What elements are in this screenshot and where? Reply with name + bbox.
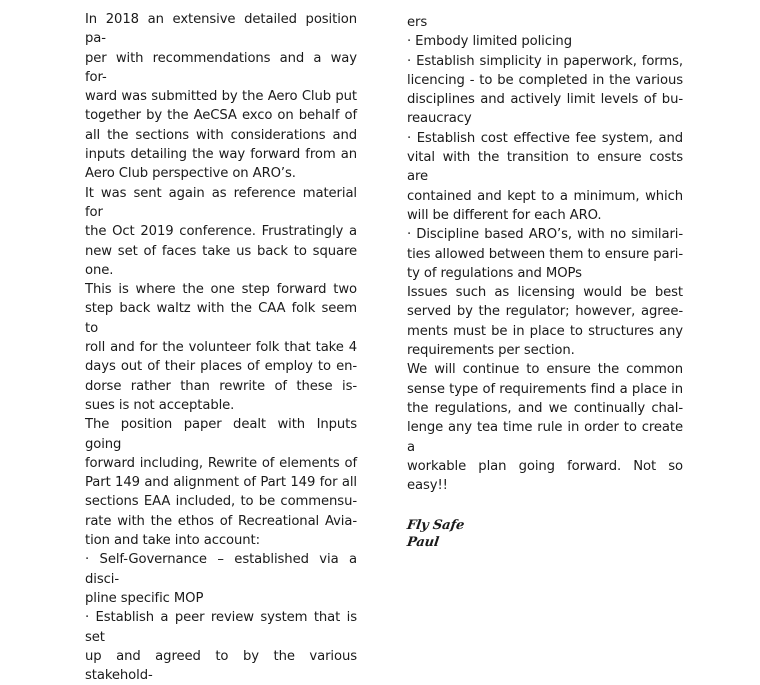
text-line: the regulations, and we continually chal- bbox=[407, 400, 683, 416]
left-column bbox=[85, 10, 357, 685]
text-line: ments must be in place to structures any bbox=[407, 323, 683, 339]
text-line: contained and kept to a minimum, which bbox=[407, 188, 683, 204]
right-column bbox=[407, 13, 683, 551]
signature-block bbox=[407, 517, 683, 551]
text-line: · Self-Governance – established via a disci- bbox=[85, 552, 357, 587]
text-line: step back waltz with the CAA folk seem to bbox=[85, 301, 357, 336]
text-line: lenge any tea time rule in order to create a bbox=[407, 420, 683, 455]
text-line: will be different for each ARO. bbox=[407, 207, 602, 223]
text-line: served by the regulator; however, agree- bbox=[407, 304, 683, 320]
text-line: sections EAA included, to be commensu- bbox=[85, 494, 357, 510]
text-line: inputs detailing the way forward from an bbox=[85, 147, 357, 163]
text-line: ties allowed between them to ensure pari- bbox=[407, 246, 683, 262]
text-line: · Establish a peer review system that is set bbox=[85, 610, 357, 645]
text-line: workable plan going forward. Not so bbox=[407, 458, 683, 474]
text-line: sense type of requirements find a place in bbox=[407, 381, 683, 397]
text-line: tion and take into account: bbox=[85, 533, 260, 549]
text-line: This is where the one step forward two bbox=[85, 282, 357, 298]
text-line: requirements per section. bbox=[407, 343, 575, 359]
text-line: The position paper dealt with Inputs going bbox=[85, 417, 357, 452]
text-line: easy!! bbox=[407, 478, 448, 494]
text-line: rate with the ethos of Recreational Avia- bbox=[85, 513, 357, 529]
text-line: roll and for the volunteer folk that take 4 bbox=[85, 340, 357, 356]
text-line: · Establish simplicity in paperwork, forms, bbox=[407, 53, 683, 69]
text-line: We will continue to ensure the common bbox=[407, 362, 683, 378]
text-line: Aero Club perspective on ARO’s. bbox=[85, 166, 296, 182]
text-line: ward was submitted by the Aero Club put bbox=[85, 89, 357, 105]
text-line: · Establish cost effective fee system, and bbox=[407, 130, 683, 146]
text-line: the Oct 2019 conference. Frustratingly a bbox=[85, 224, 357, 240]
text-line: licencing - to be completed in the various bbox=[407, 72, 683, 88]
text-line: disciplines and actively limit levels of bu- bbox=[407, 92, 683, 108]
text-line: · Embody limited policing bbox=[407, 34, 572, 50]
text-line: Part 149 and alignment of Part 149 for all bbox=[85, 475, 357, 491]
text-line: · Discipline based ARO’s, with no similari- bbox=[407, 227, 683, 243]
text-line: reaucracy bbox=[407, 111, 472, 127]
text-line: forward including, Rewrite of elements of bbox=[85, 455, 357, 471]
text-line: together by the AeCSA exco on behalf of bbox=[85, 108, 357, 124]
text-line: sues is not acceptable. bbox=[85, 397, 235, 413]
text-line: pline specific MOP bbox=[85, 590, 204, 606]
text-line: It was sent again as reference material for bbox=[85, 185, 357, 220]
text-line: Issues such as licensing would be best bbox=[407, 285, 683, 301]
text-line: In 2018 an extensive detailed position pa- bbox=[85, 12, 357, 47]
text-line: days out of their places of employ to en- bbox=[85, 359, 357, 375]
signoff-text: Fly Safe bbox=[405, 518, 466, 534]
text-line: vital with the transition to ensure costs are bbox=[407, 150, 683, 185]
text-line: ers bbox=[407, 15, 428, 30]
text-line: ty of regulations and MOPs bbox=[407, 265, 582, 281]
text-line: up and agreed to by the various stakehold- bbox=[85, 648, 357, 684]
right-column-text bbox=[407, 13, 683, 495]
text-line: all the sections with considerations and bbox=[85, 127, 357, 143]
text-line: dorse rather than rewrite of these is- bbox=[85, 378, 357, 394]
text-line: per with recommendations and a way for- bbox=[85, 50, 357, 85]
signature-name: Paul bbox=[405, 535, 440, 551]
text-line: one. bbox=[85, 262, 114, 278]
text-line: new set of faces take us back to square bbox=[85, 243, 357, 259]
